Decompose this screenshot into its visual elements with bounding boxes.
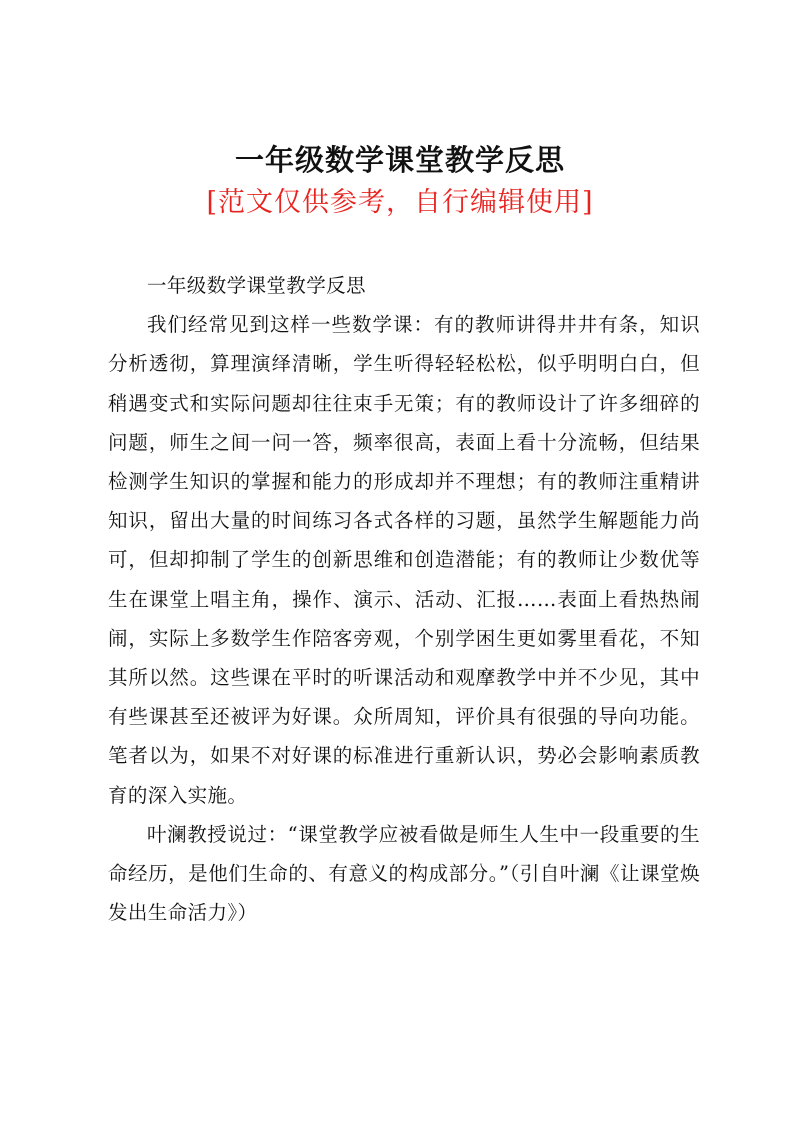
document-title: 一年级数学课堂教学反思: [234, 143, 565, 177]
document-subtitle: [范文仅供参考，自行编辑使用]: [206, 187, 594, 218]
body-paragraph: 叶澜教授说过：“课堂教学应被看做是师生人生中一段重要的生命经历，是他们生命的、有意义的构成部分。”（引自叶澜《让课堂焕发出生命活力》）: [108, 822, 700, 925]
body-paragraph: 我们经常见到这样一些数学课：有的教师讲得井井有条，知识分析透彻，算理演绎清晰，学生听得轻轻松松，似乎明明白白，但稍遇变式和实际问题却往往束手无策；有的教师设计了许多细碎的问题，师生之间一问一答，频率很高，表面上看十分流畅，但结果检测学生知识的掌握和能力的形成却并不理想；有的教师注重精讲知识，留出大量的时间练习各式各样的习题，虽然学生解题能力尚可，但却抑制了学生的创新思维和创造潜能；有的教师让少数优等生在课堂上唱主角，操作、演示、活动、汇报……表面上看热热闹闹，实际上多数学生作陪客旁观，个别学困生更如雾里看花，不知其所以然。这些课在平时的听课活动和观摩教学中并不少见，其中有些课甚至还被评为好课。众所周知，评价具有很强的导向功能。笔者以为，如果不对好课的标准进行重新认识，势必会影响素质教育的深入实施。: [108, 313, 700, 807]
body-heading-paragraph: 一年级数学课堂教学反思: [147, 274, 366, 297]
document-body: [108, 266, 700, 932]
